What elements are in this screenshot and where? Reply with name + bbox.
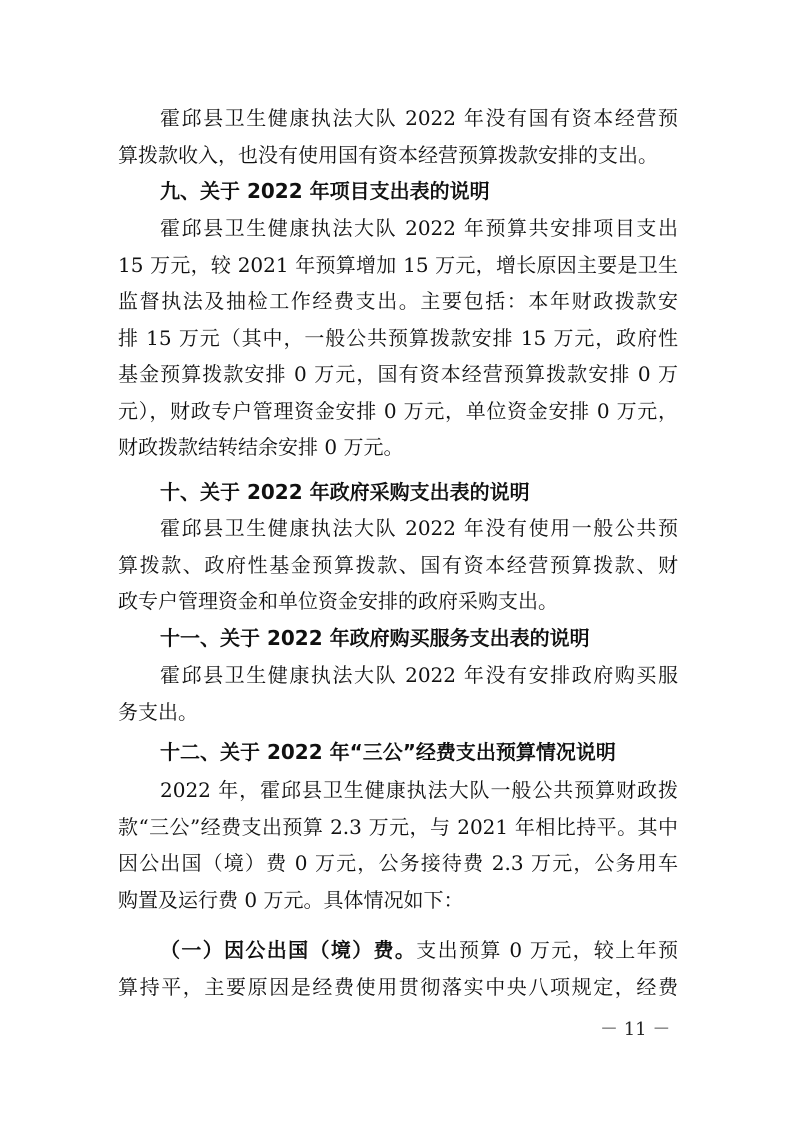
section-heading: 十、关于 2022 年政府采购支出表的说明 xyxy=(160,480,530,504)
text-line: 霍邱县卫生健康执法大队 2022 年没有安排政府购买服 xyxy=(160,663,678,687)
text-line: 排 15 万元（其中，一般公共预算拨款安排 15 万元，政府性 xyxy=(118,325,678,350)
text-line: 霍邱县卫生健康执法大队 2022 年没有国有资本经营预 xyxy=(160,106,678,130)
heading-section-12 xyxy=(118,734,678,771)
section-heading: 九、关于 2022 年项目支出表的说明 xyxy=(160,179,490,203)
text-line: 购置及运行费 0 万元。具体情况如下： xyxy=(118,887,464,912)
text-line: 算持平，主要原因是经费使用贯彻落实中央八项规定，经费 xyxy=(118,974,678,999)
text-line: 霍邱县卫生健康执法大队 2022 年预算共安排项目支出 xyxy=(160,216,678,240)
heading-section-9 xyxy=(118,173,678,210)
text-line: 15 万元，较 2021 年预算增加 15 万元，增长原因主要是卫生 xyxy=(118,252,678,277)
text-line: 政专户管理资金和单位资金安排的政府采购支出。 xyxy=(118,589,558,613)
text-line: 基金预算拨款安排 0 万元，国有资本经营预算拨款安排 0 万 xyxy=(118,362,678,386)
text-fragment: 支出预算 0 万元，较上年预 xyxy=(416,938,678,962)
subsection-heading: （一）因公出国（境）费。 xyxy=(160,938,417,962)
text-line: 财政拨款结转结余安排 0 万元。 xyxy=(118,435,404,459)
section-heading: 十一、关于 2022 年政府购买服务支出表的说明 xyxy=(160,626,590,650)
paragraph-overseas-travel xyxy=(118,932,678,1005)
text-line: 算拨款收入，也没有使用国有资本经营预算拨款安排的支出。 xyxy=(118,142,658,167)
text-line: 务支出。 xyxy=(118,699,198,724)
heading-section-10 xyxy=(118,474,678,511)
text-line: 元），财政专户管理资金安排 0 万元，单位资金安排 0 万元， xyxy=(118,398,678,423)
paragraph-three-public-expenses xyxy=(118,772,678,918)
text-line: 霍邱县卫生健康执法大队 2022 年没有使用一般公共预 xyxy=(160,516,678,540)
section-heading: 十二、关于 2022 年“三公”经费支出预算情况说明 xyxy=(160,740,616,764)
paragraph-purchased-services xyxy=(118,657,678,730)
paragraph-state-capital xyxy=(118,100,678,173)
page-number: － 11 － xyxy=(600,1019,671,1040)
heading-section-11 xyxy=(118,620,678,657)
text-line: 款“三公”经费支出预算 2.3 万元，与 2021 年相比持平。其中 xyxy=(118,814,678,839)
paragraph-government-procurement xyxy=(118,510,678,620)
text-line: 2022 年，霍邱县卫生健康执法大队一般公共预算财政拨 xyxy=(160,778,678,802)
text-line: 因公出国（境）费 0 万元，公务接待费 2.3 万元，公务用车 xyxy=(118,851,678,875)
text-line: 算拨款、政府性基金预算拨款、国有资本经营预算拨款、财 xyxy=(118,552,678,577)
paragraph-project-expenditure xyxy=(118,210,678,466)
text-line: 监督执法及抽检工作经费支出。主要包括：本年财政拨款安 xyxy=(118,289,678,313)
text-line xyxy=(118,932,678,969)
